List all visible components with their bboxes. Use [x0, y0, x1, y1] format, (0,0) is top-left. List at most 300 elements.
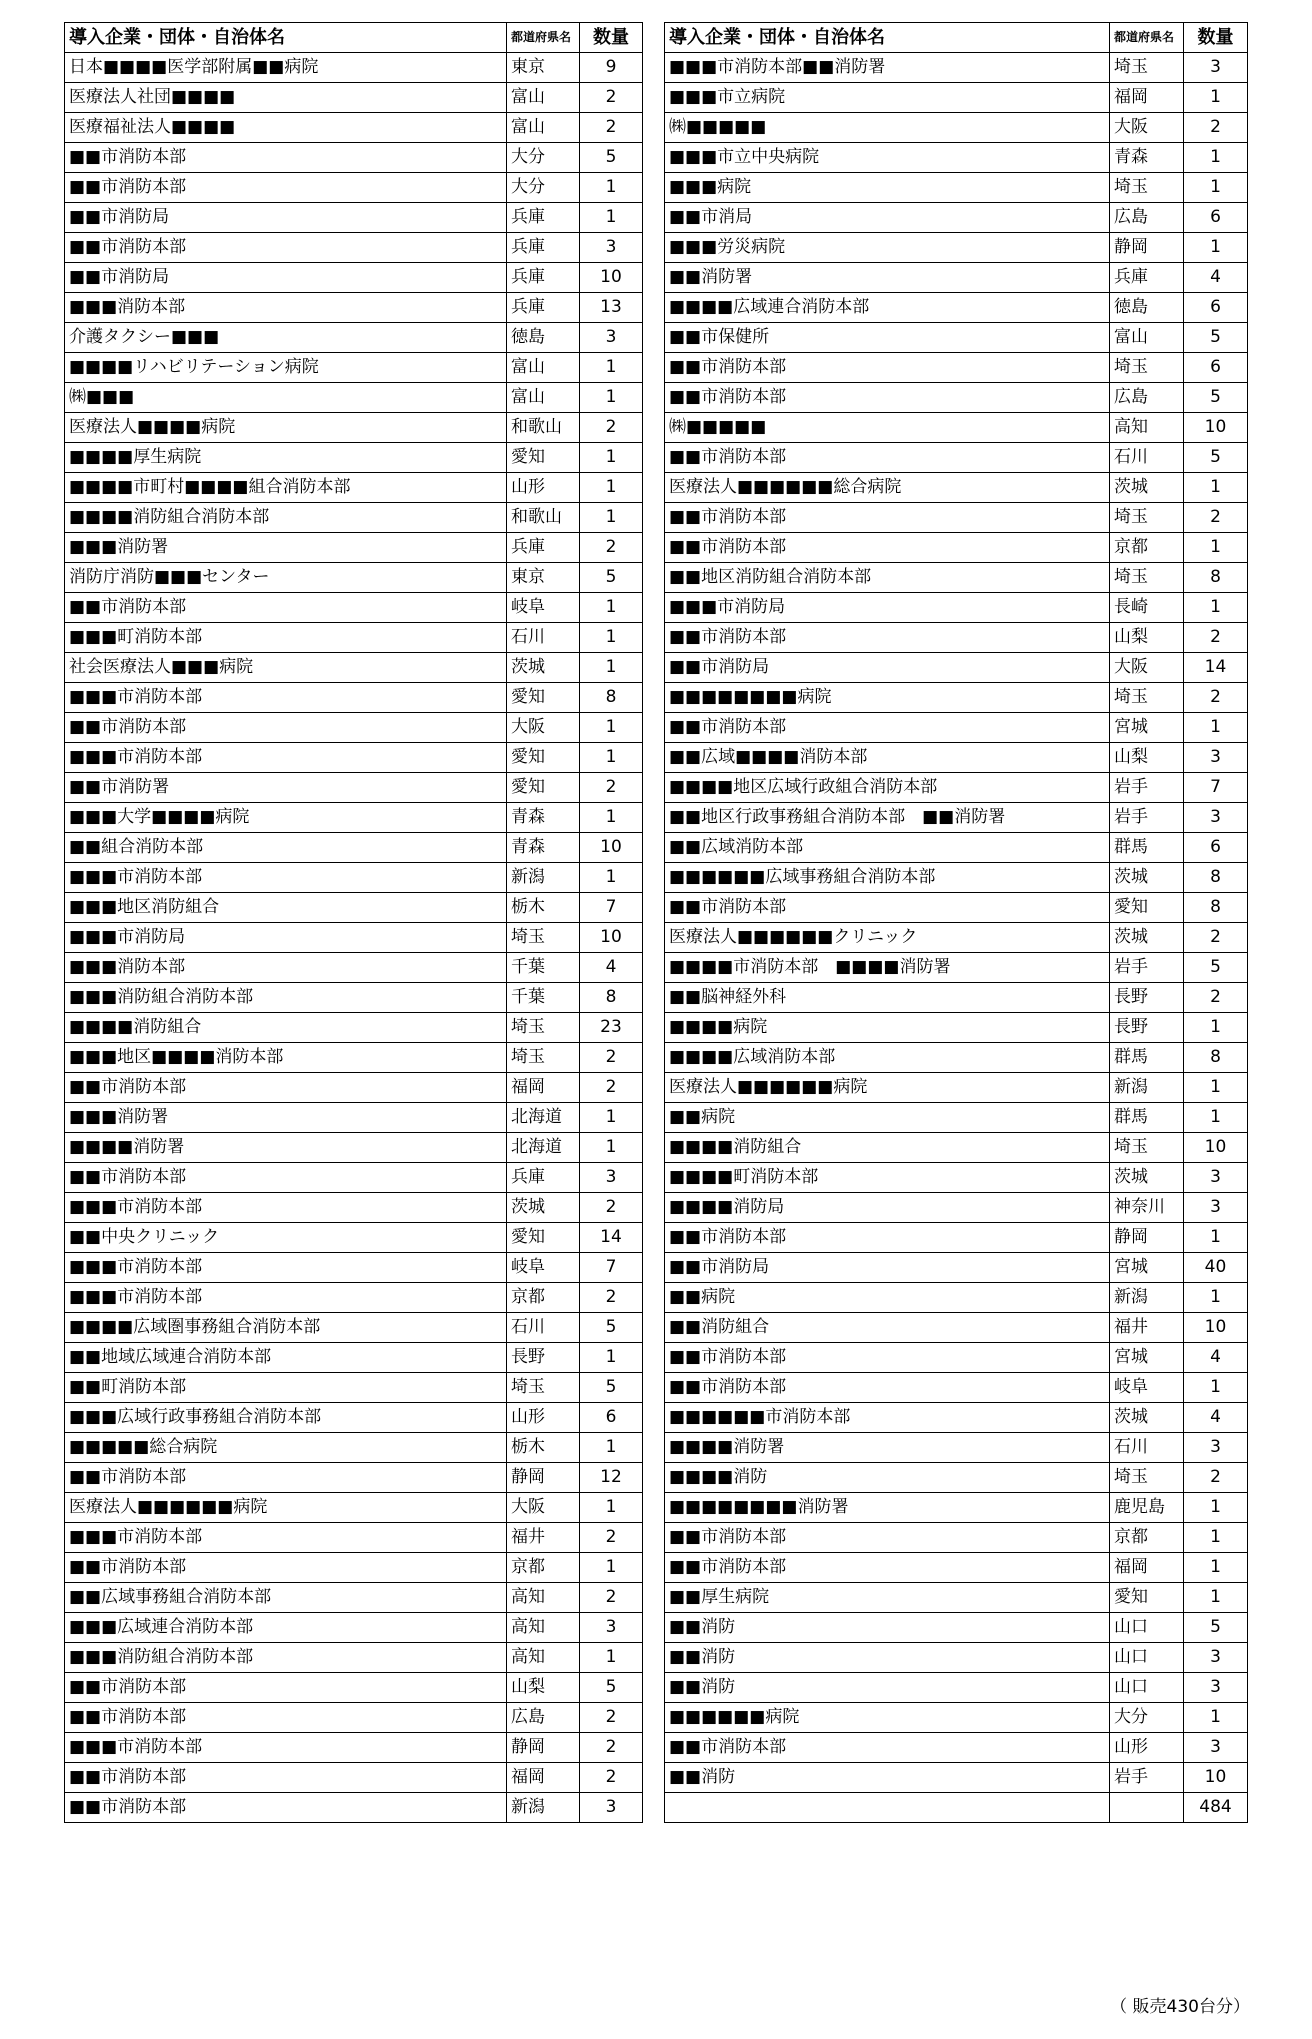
qty-column-header: 数量: [580, 23, 643, 53]
quantity-cell: 3: [1184, 1193, 1248, 1223]
org-name-cell: ■■■市消防本部: [65, 743, 507, 773]
org-name-cell: ■■■市消防本部: [65, 1733, 507, 1763]
table-row: [65, 713, 643, 743]
prefecture-cell: 岐阜: [507, 593, 580, 623]
org-name-cell: ■■市消防本部: [65, 1793, 507, 1823]
quantity-cell: 1: [580, 443, 643, 473]
table-row: [665, 53, 1248, 83]
prefecture-cell: 北海道: [507, 1103, 580, 1133]
org-name-cell: ■■市消防本部: [65, 1163, 507, 1193]
prefecture-cell: 福岡: [507, 1763, 580, 1793]
org-name-cell: ■■■■病院: [665, 1013, 1110, 1043]
org-name-cell: 日本■■■■医学部附属■■病院: [65, 53, 507, 83]
table-row: [665, 443, 1248, 473]
prefecture-cell: 京都: [1110, 1523, 1184, 1553]
prefecture-cell: 北海道: [507, 1133, 580, 1163]
org-name-cell: ■■市消防本部: [665, 443, 1110, 473]
quantity-cell: 1: [580, 173, 643, 203]
table-row: [665, 533, 1248, 563]
quantity-cell: 8: [1184, 893, 1248, 923]
table-row: [65, 923, 643, 953]
prefecture-cell: 神奈川: [1110, 1193, 1184, 1223]
qty-column-header: 数量: [1184, 23, 1248, 53]
org-name-cell: 医療法人■■■■■■総合病院: [665, 473, 1110, 503]
quantity-cell: 1: [1184, 233, 1248, 263]
quantity-cell: 1: [1184, 593, 1248, 623]
quantity-cell: 1: [580, 1343, 643, 1373]
quantity-cell: 1: [580, 1553, 643, 1583]
quantity-cell: 5: [580, 143, 643, 173]
org-name-cell: 介護タクシー■■■: [65, 323, 507, 353]
prefecture-cell: 石川: [507, 1313, 580, 1343]
prefecture-cell: 山形: [1110, 1733, 1184, 1763]
prefecture-cell: 和歌山: [507, 503, 580, 533]
table-row: [65, 1073, 643, 1103]
table-row: [65, 1643, 643, 1673]
quantity-cell: 4: [1184, 1343, 1248, 1373]
org-name-cell: ■■消防: [665, 1673, 1110, 1703]
prefecture-cell: 埼玉: [1110, 173, 1184, 203]
quantity-cell: 2: [580, 773, 643, 803]
table-row: [65, 683, 643, 713]
prefecture-cell: 群馬: [1110, 833, 1184, 863]
table-row: [665, 1613, 1248, 1643]
prefecture-cell: 埼玉: [1110, 53, 1184, 83]
prefecture-cell: 鹿児島: [1110, 1493, 1184, 1523]
org-name-cell: ■■■広域行政事務組合消防本部: [65, 1403, 507, 1433]
org-name-cell: ■■市消防本部: [665, 713, 1110, 743]
quantity-cell: 1: [1184, 173, 1248, 203]
prefecture-cell: 愛知: [507, 743, 580, 773]
quantity-cell: 5: [580, 1373, 643, 1403]
prefecture-cell: 広島: [507, 1703, 580, 1733]
org-name-cell: ■■■大学■■■■病院: [65, 803, 507, 833]
org-name-cell: ■■■市消防本部■■消防署: [665, 53, 1110, 83]
table-row: [665, 293, 1248, 323]
prefecture-cell: 茨城: [1110, 1403, 1184, 1433]
table-row: [665, 623, 1248, 653]
quantity-cell: 1: [580, 1433, 643, 1463]
org-name-cell: ■■消防: [665, 1643, 1110, 1673]
table-row: [665, 773, 1248, 803]
table-row: [665, 713, 1248, 743]
org-name-cell: ■■■■消防署: [65, 1133, 507, 1163]
total-quantity-cell: 484: [1184, 1793, 1248, 1823]
quantity-cell: 1: [1184, 1703, 1248, 1733]
table-row: [65, 413, 643, 443]
quantity-cell: 1: [580, 803, 643, 833]
quantity-cell: 8: [1184, 563, 1248, 593]
quantity-cell: 2: [580, 413, 643, 443]
org-name-cell: ■■■■市町村■■■■組合消防本部: [65, 473, 507, 503]
prefecture-cell: 兵庫: [507, 203, 580, 233]
quantity-cell: 3: [1184, 1733, 1248, 1763]
prefecture-cell: 東京: [507, 53, 580, 83]
quantity-cell: 7: [580, 1253, 643, 1283]
table-row: [665, 353, 1248, 383]
table-row: [665, 893, 1248, 923]
table-row: [665, 1343, 1248, 1373]
org-name-cell: ■■市消防本部: [665, 533, 1110, 563]
org-name-cell: ■■組合消防本部: [65, 833, 507, 863]
quantity-cell: 3: [1184, 1163, 1248, 1193]
prefecture-cell: 大阪: [507, 1493, 580, 1523]
table-row: [665, 983, 1248, 1013]
table-row: [665, 1583, 1248, 1613]
prefecture-cell: 高知: [507, 1643, 580, 1673]
org-name-cell: ■■■広域連合消防本部: [65, 1613, 507, 1643]
quantity-cell: 2: [580, 1193, 643, 1223]
prefecture-cell: 広島: [1110, 383, 1184, 413]
prefecture-cell: 山梨: [507, 1673, 580, 1703]
table-row: [65, 383, 643, 413]
prefecture-cell: 愛知: [507, 1223, 580, 1253]
prefecture-cell: 愛知: [507, 443, 580, 473]
org-name-cell: ■■■■町消防本部: [665, 1163, 1110, 1193]
table-row: [665, 323, 1248, 353]
prefecture-cell: 兵庫: [507, 263, 580, 293]
table-row: [665, 923, 1248, 953]
prefecture-cell: 岐阜: [507, 1253, 580, 1283]
prefecture-cell: 福岡: [507, 1073, 580, 1103]
table-row: [665, 1103, 1248, 1133]
prefecture-cell: 茨城: [1110, 863, 1184, 893]
org-name-cell: ■■市保健所: [665, 323, 1110, 353]
table-row: [665, 953, 1248, 983]
prefecture-cell: 山口: [1110, 1673, 1184, 1703]
quantity-cell: 3: [1184, 1433, 1248, 1463]
org-name-cell: ■■広域事務組合消防本部: [65, 1583, 507, 1613]
quantity-cell: 2: [580, 1703, 643, 1733]
quantity-cell: 14: [580, 1223, 643, 1253]
prefecture-cell: 長野: [1110, 1013, 1184, 1043]
org-name-cell: ■■■■消防組合消防本部: [65, 503, 507, 533]
prefecture-cell: 兵庫: [1110, 263, 1184, 293]
prefecture-cell: 青森: [507, 833, 580, 863]
org-name-cell: ■■■■■■■■病院: [665, 683, 1110, 713]
quantity-cell: 2: [580, 533, 643, 563]
table-row: [65, 1403, 643, 1433]
org-name-cell: ■■市消防本部: [665, 353, 1110, 383]
prefecture-cell: 大阪: [1110, 113, 1184, 143]
prefecture-cell: 京都: [507, 1283, 580, 1313]
quantity-cell: 5: [1184, 1613, 1248, 1643]
table-row: [65, 1013, 643, 1043]
org-name-cell: ■■■■リハビリテーション病院: [65, 353, 507, 383]
prefecture-cell: 岐阜: [1110, 1373, 1184, 1403]
quantity-cell: 6: [1184, 293, 1248, 323]
quantity-cell: 1: [1184, 533, 1248, 563]
prefecture-cell: 埼玉: [1110, 1463, 1184, 1493]
table-row: [65, 113, 643, 143]
prefecture-cell: 福岡: [1110, 83, 1184, 113]
prefecture-cell: 岩手: [1110, 1763, 1184, 1793]
table-row: [65, 653, 643, 683]
org-name-cell: ■■■■消防署: [665, 1433, 1110, 1463]
quantity-cell: 2: [580, 1583, 643, 1613]
table-row: [65, 1463, 643, 1493]
table-row: [65, 1313, 643, 1343]
table-row: [65, 1583, 643, 1613]
table-row: [665, 1373, 1248, 1403]
quantity-cell: 1: [580, 863, 643, 893]
org-name-cell: ■■■■消防組合: [65, 1013, 507, 1043]
org-name-cell: 消防庁消防■■■センター: [65, 563, 507, 593]
table-row: [65, 533, 643, 563]
quantity-cell: 4: [1184, 263, 1248, 293]
table-row: [65, 323, 643, 353]
quantity-cell: 12: [580, 1463, 643, 1493]
table-row: [65, 1193, 643, 1223]
prefecture-cell: 埼玉: [1110, 353, 1184, 383]
pref-column-header: 都道府県名: [1110, 23, 1184, 53]
table-row: [65, 1763, 643, 1793]
quantity-cell: 5: [1184, 323, 1248, 353]
quantity-cell: 2: [1184, 113, 1248, 143]
org-name-cell: ■■市消防本部: [65, 1073, 507, 1103]
table-row: [65, 1613, 643, 1643]
org-name-cell: ■■■■広域連合消防本部: [665, 293, 1110, 323]
table-row: [65, 623, 643, 653]
org-name-cell: ■■■■厚生病院: [65, 443, 507, 473]
prefecture-cell: 埼玉: [1110, 563, 1184, 593]
quantity-cell: 2: [580, 1763, 643, 1793]
quantity-cell: 3: [580, 233, 643, 263]
prefecture-cell: 大阪: [1110, 653, 1184, 683]
prefecture-cell: 福井: [507, 1523, 580, 1553]
quantity-cell: 1: [580, 653, 643, 683]
org-name-cell: ■■■■地区広域行政組合消防本部: [665, 773, 1110, 803]
prefecture-cell: 茨城: [1110, 473, 1184, 503]
quantity-cell: 10: [1184, 1763, 1248, 1793]
prefecture-cell: 宮城: [1110, 1343, 1184, 1373]
org-name-cell: ■■■市立病院: [665, 83, 1110, 113]
name-column-header: 導入企業・団体・自治体名: [665, 23, 1110, 53]
org-name-cell: ■■消防署: [665, 263, 1110, 293]
table-row: [665, 863, 1248, 893]
quantity-cell: 10: [580, 833, 643, 863]
table-row: [665, 1523, 1248, 1553]
prefecture-cell: 埼玉: [507, 1013, 580, 1043]
org-name-cell: ■■■消防署: [65, 1103, 507, 1133]
quantity-cell: 1: [1184, 473, 1248, 503]
quantity-cell: 8: [1184, 1043, 1248, 1073]
prefecture-cell: 徳島: [1110, 293, 1184, 323]
table-row: [665, 1673, 1248, 1703]
prefecture-cell: 茨城: [507, 653, 580, 683]
prefecture-cell: 山梨: [1110, 743, 1184, 773]
org-name-cell: ■■市消防本部: [65, 143, 507, 173]
table-row: [65, 1283, 643, 1313]
table-row: [65, 983, 643, 1013]
org-name-cell: ■■市消防局: [665, 653, 1110, 683]
org-name-cell: ㈱■■■■■: [665, 413, 1110, 443]
quantity-cell: 2: [1184, 503, 1248, 533]
table-row: [65, 1373, 643, 1403]
table-row: [65, 1703, 643, 1733]
org-name-cell: 医療法人■■■■■■病院: [665, 1073, 1110, 1103]
prefecture-cell: 埼玉: [1110, 683, 1184, 713]
prefecture-cell: 兵庫: [507, 293, 580, 323]
quantity-cell: 3: [580, 1793, 643, 1823]
org-name-cell: ㈱■■■■■: [665, 113, 1110, 143]
table-row: [65, 143, 643, 173]
org-name-cell: ■■■市消防局: [665, 593, 1110, 623]
quantity-cell: 3: [1184, 53, 1248, 83]
quantity-cell: 5: [580, 563, 643, 593]
quantity-cell: 1: [580, 473, 643, 503]
prefecture-cell: 静岡: [507, 1733, 580, 1763]
prefecture-cell: 兵庫: [507, 533, 580, 563]
quantity-cell: 5: [1184, 383, 1248, 413]
table-row: [65, 1523, 643, 1553]
quantity-cell: 2: [1184, 623, 1248, 653]
org-name-cell: ■■■市消防本部: [65, 1193, 507, 1223]
org-name-cell: ■■市消防本部: [665, 1733, 1110, 1763]
quantity-cell: 2: [1184, 923, 1248, 953]
prefecture-cell: 新潟: [1110, 1073, 1184, 1103]
quantity-cell: 10: [580, 263, 643, 293]
quantity-cell: 1: [1184, 713, 1248, 743]
table-row: [665, 1073, 1248, 1103]
table-row: [665, 1133, 1248, 1163]
prefecture-cell: 埼玉: [507, 923, 580, 953]
prefecture-cell: 栃木: [507, 1433, 580, 1463]
org-name-cell: ■■市消防本部: [665, 893, 1110, 923]
prefecture-cell: 宮城: [1110, 1253, 1184, 1283]
quantity-cell: 1: [1184, 1493, 1248, 1523]
prefecture-cell: 富山: [1110, 323, 1184, 353]
org-name-cell: ■■広域■■■■消防本部: [665, 743, 1110, 773]
org-name-cell: ■■■消防本部: [65, 953, 507, 983]
prefecture-cell: 兵庫: [507, 233, 580, 263]
prefecture-cell: 群馬: [1110, 1043, 1184, 1073]
quantity-cell: 1: [580, 503, 643, 533]
org-name-cell: ■■■■■総合病院: [65, 1433, 507, 1463]
prefecture-cell: 福岡: [1110, 1553, 1184, 1583]
org-name-cell: ■■■■■■■■消防署: [665, 1493, 1110, 1523]
quantity-cell: 5: [580, 1673, 643, 1703]
quantity-cell: 1: [1184, 1523, 1248, 1553]
prefecture-cell: 兵庫: [507, 1163, 580, 1193]
prefecture-cell: 山口: [1110, 1613, 1184, 1643]
quantity-cell: 10: [1184, 1133, 1248, 1163]
table-row: [65, 1793, 643, 1823]
org-name-cell: ■■市消防署: [65, 773, 507, 803]
org-name-cell: ■■病院: [665, 1103, 1110, 1133]
quantity-cell: 1: [580, 623, 643, 653]
prefecture-cell: 愛知: [507, 683, 580, 713]
org-name-cell: ■■市消防局: [65, 263, 507, 293]
org-name-cell: ■■消防組合: [665, 1313, 1110, 1343]
org-name-cell: ■■■地区■■■■消防本部: [65, 1043, 507, 1073]
table-row: [65, 1223, 643, 1253]
quantity-cell: 3: [580, 323, 643, 353]
table-row: [665, 113, 1248, 143]
prefecture-cell: 静岡: [1110, 1223, 1184, 1253]
quantity-cell: 10: [580, 923, 643, 953]
table-row: [665, 83, 1248, 113]
table-row: [65, 743, 643, 773]
quantity-cell: 1: [580, 743, 643, 773]
quantity-cell: 1: [1184, 1553, 1248, 1583]
prefecture-cell: 愛知: [1110, 1583, 1184, 1613]
quantity-cell: 23: [580, 1013, 643, 1043]
table-row: [665, 1733, 1248, 1763]
org-name-cell: ■■市消防本部: [65, 1463, 507, 1493]
org-name-cell: ■■町消防本部: [65, 1373, 507, 1403]
org-name-cell: ■■市消防本部: [65, 1763, 507, 1793]
prefecture-cell: 埼玉: [1110, 503, 1184, 533]
org-name-cell: ■■中央クリニック: [65, 1223, 507, 1253]
prefecture-cell: 東京: [507, 563, 580, 593]
prefecture-cell: 茨城: [1110, 1163, 1184, 1193]
org-name-cell: ■■■■消防局: [665, 1193, 1110, 1223]
table-row: [665, 1223, 1248, 1253]
prefecture-cell: 茨城: [507, 1193, 580, 1223]
quantity-cell: 2: [580, 83, 643, 113]
table-row: [65, 1343, 643, 1373]
org-name-cell: ■■市消防本部: [665, 1343, 1110, 1373]
org-name-cell: ■■■市消防本部: [65, 683, 507, 713]
org-name-cell: ■■市消防本部: [65, 233, 507, 263]
quantity-cell: 3: [1184, 1643, 1248, 1673]
org-name-cell: ■■脳神経外科: [665, 983, 1110, 1013]
prefecture-cell: 高知: [507, 1613, 580, 1643]
prefecture-cell: 山形: [507, 1403, 580, 1433]
prefecture-cell: 広島: [1110, 203, 1184, 233]
org-name-cell: ■■市消防本部: [665, 1223, 1110, 1253]
table-row: [65, 1043, 643, 1073]
org-name-cell: ■■地区消防組合消防本部: [665, 563, 1110, 593]
table-row: [665, 203, 1248, 233]
quantity-cell: 1: [580, 593, 643, 623]
org-name-cell: ■■■■消防: [665, 1463, 1110, 1493]
table-row: [665, 1403, 1248, 1433]
org-name-cell: ■■市消防本部: [65, 173, 507, 203]
quantity-cell: 10: [1184, 413, 1248, 443]
prefecture-cell: 埼玉: [507, 1373, 580, 1403]
quantity-cell: 2: [580, 113, 643, 143]
table-row: [665, 833, 1248, 863]
org-name-cell: ■■広域消防本部: [665, 833, 1110, 863]
org-name-cell: 社会医療法人■■■病院: [65, 653, 507, 683]
org-name-cell: ■■市消防本部: [65, 1673, 507, 1703]
prefecture-cell: 山梨: [1110, 623, 1184, 653]
quantity-cell: 7: [580, 893, 643, 923]
table-row: [665, 1703, 1248, 1733]
table-row: [665, 743, 1248, 773]
org-name-cell: ■■市消防本部: [665, 1523, 1110, 1553]
prefecture-cell: 大分: [507, 173, 580, 203]
org-name-cell: ■■■消防組合消防本部: [65, 1643, 507, 1673]
sales-note: （ 販売430台分）: [1110, 1997, 1250, 2017]
table-row: [65, 263, 643, 293]
table-row: [665, 413, 1248, 443]
prefecture-cell: 長崎: [1110, 593, 1184, 623]
org-name-cell: ■■病院: [665, 1283, 1110, 1313]
org-name-cell: ■■■市立中央病院: [665, 143, 1110, 173]
table-row: [665, 383, 1248, 413]
prefecture-cell: 静岡: [1110, 233, 1184, 263]
org-name-cell: ■■■病院: [665, 173, 1110, 203]
org-name-cell: ■■地域広域連合消防本部: [65, 1343, 507, 1373]
quantity-cell: 3: [1184, 1673, 1248, 1703]
quantity-cell: 1: [580, 383, 643, 413]
prefecture-cell: 茨城: [1110, 923, 1184, 953]
org-name-cell: ■■■■市消防本部 ■■■■消防署: [665, 953, 1110, 983]
table-row: [65, 803, 643, 833]
